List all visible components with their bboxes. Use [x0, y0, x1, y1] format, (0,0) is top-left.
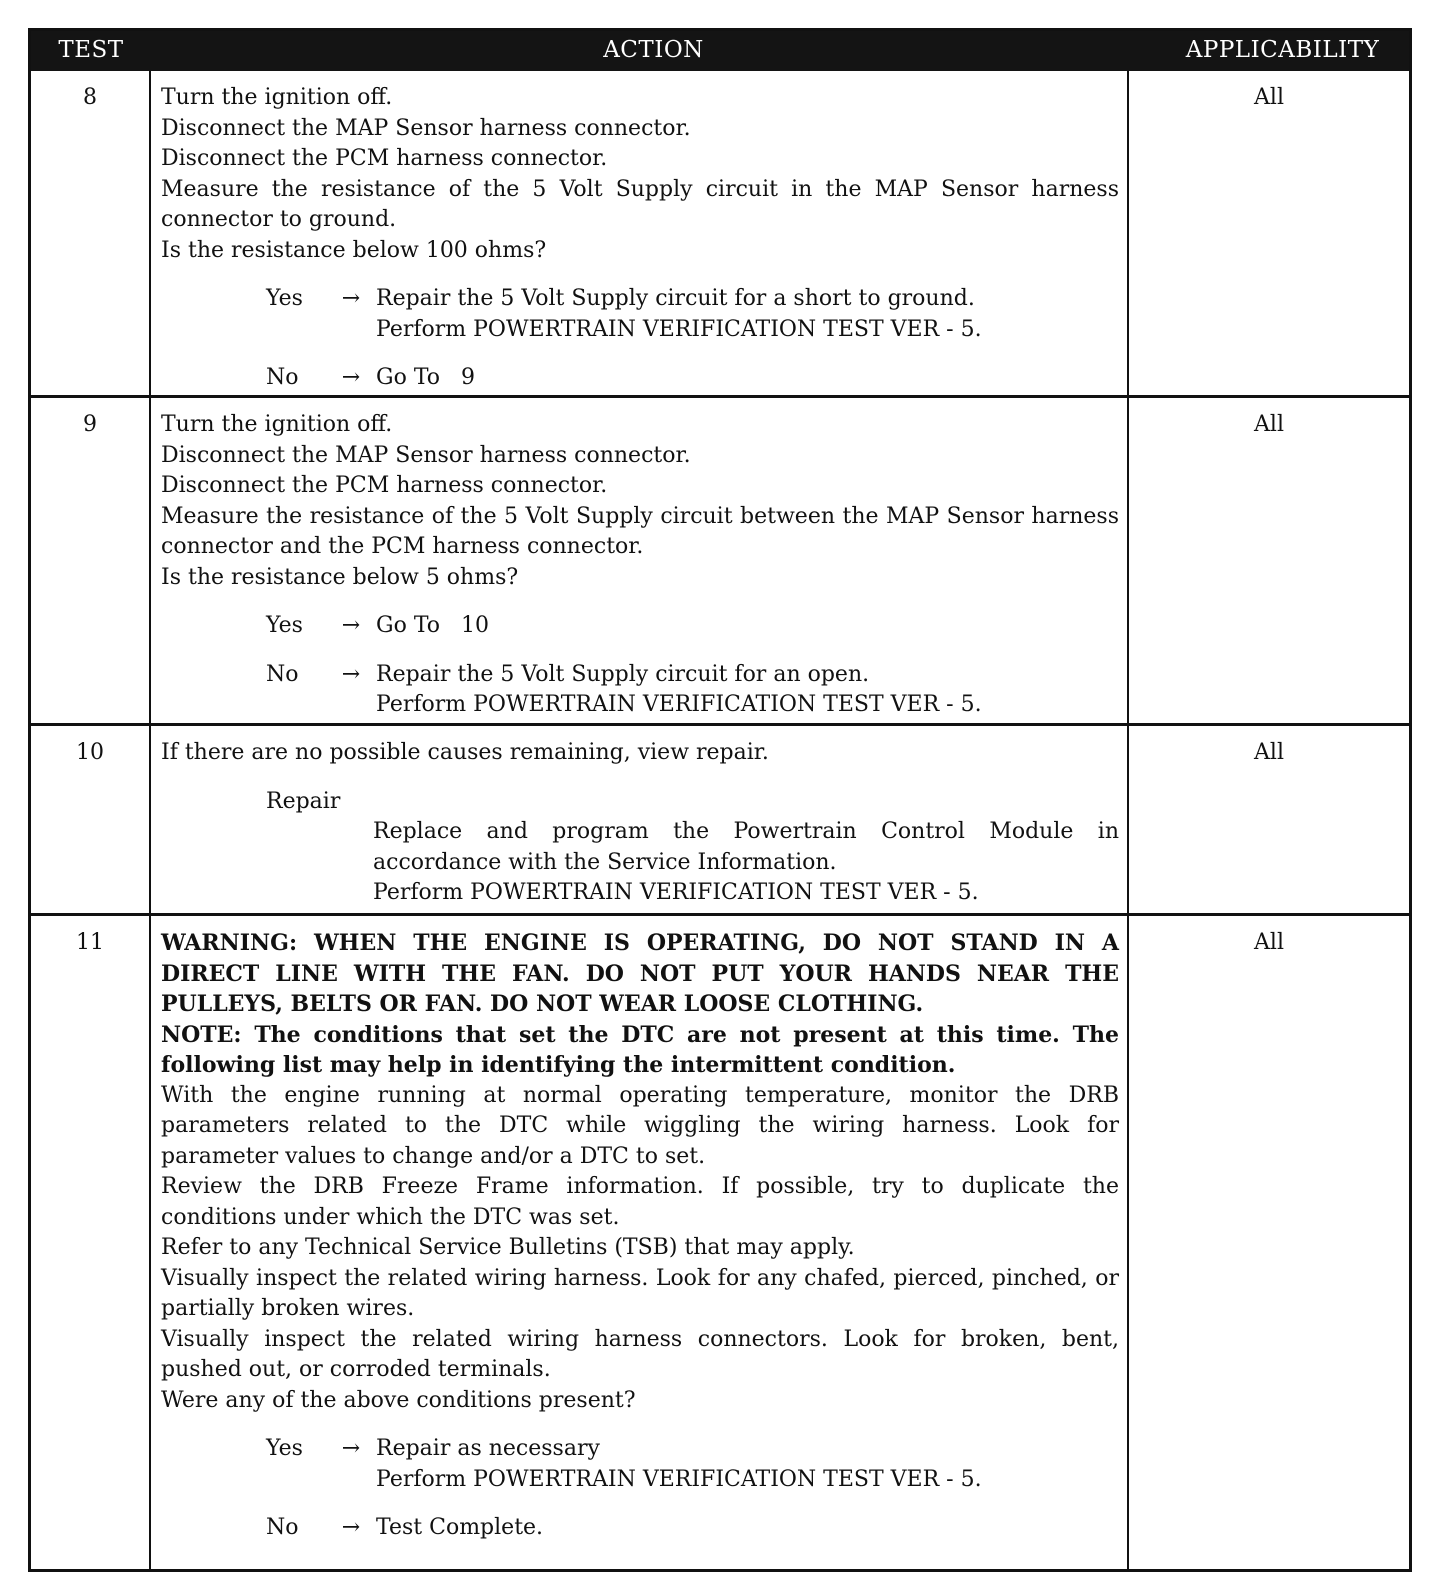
header-applicability: APPLICABILITY	[1185, 37, 1380, 63]
response-text: Perform POWERTRAIN VERIFICATION TEST VER - 5.	[376, 316, 982, 342]
arrow-icon: →	[341, 613, 361, 638]
action-line: Disconnect the MAP Sensor harness connector.	[161, 442, 691, 468]
yes-response	[266, 1434, 1119, 1495]
action-line: Disconnect the MAP Sensor harness connector.	[161, 115, 691, 141]
repair-label: Repair	[266, 788, 341, 814]
response-text: Repair as necessary	[376, 1436, 600, 1461]
table-row	[31, 71, 1409, 398]
arrow-icon: →	[341, 286, 361, 311]
action-line: Refer to any Technical Service Bulletins (TSB) that may apply.	[161, 1235, 855, 1260]
arrow-icon: →	[341, 1515, 361, 1540]
yes-label: Yes	[266, 1436, 303, 1461]
action-line: Measure the resistance of the 5 Volt Supply circuit in the MAP Sensor harness connector to ground.	[161, 176, 1119, 232]
table-row	[31, 726, 1409, 916]
applicability-cell: All	[1254, 930, 1284, 955]
applicability-cell: All	[1254, 740, 1284, 765]
test-number: 10	[31, 726, 151, 913]
action-line: Visually inspect the related wiring harness. Look for any chafed, pierced, pinched, or partially broken wires.	[161, 1265, 1119, 1321]
note-text: NOTE: The conditions that set the DTC are not present at this time. The following list may help in identifying the intermittent condition.	[161, 1021, 1119, 1078]
action-line: Is the resistance below 100 ohms?	[161, 237, 547, 263]
response-text: Repair the 5 Volt Supply circuit for an open.	[376, 661, 870, 687]
no-response	[266, 363, 1119, 394]
action-line: Turn the ignition off.	[161, 85, 393, 110]
action-line: Review the DRB Freeze Frame information. If possible, try to duplicate the conditions under which the DTC was set.	[161, 1174, 1119, 1230]
repair-text: Replace and program the Powertrain Control Module in accordance with the Service Information.	[373, 819, 1119, 875]
arrow-icon: →	[341, 1436, 361, 1461]
arrow-icon: →	[341, 661, 361, 687]
applicability-cell: All	[1254, 85, 1284, 110]
action-cell	[151, 916, 1129, 1569]
header-test: TEST	[58, 37, 124, 63]
yes-label: Yes	[266, 613, 303, 638]
action-line: Turn the ignition off.	[161, 412, 393, 437]
yes-label: Yes	[266, 286, 303, 311]
warning-text: WARNING: WHEN THE ENGINE IS OPERATING, DO NOT STAND IN A DIRECT LINE WITH THE FAN. DO NOT PUT YOUR HANDS NEAR THE PULLEYS, BELTS OR FAN. DO NOT WEAR LOOSE CLOTHING.	[161, 930, 1119, 1017]
test-number: 11	[31, 916, 151, 1569]
table-header	[31, 31, 1409, 71]
arrow-icon: →	[341, 365, 361, 390]
no-response	[266, 1513, 1119, 1544]
response-text: Test Complete.	[376, 1515, 544, 1540]
response-text: Repair the 5 Volt Supply circuit for a short to ground.	[376, 286, 975, 311]
action-line: Disconnect the PCM harness connector.	[161, 146, 608, 171]
no-label: No	[266, 661, 299, 687]
response-text: Go To 10	[376, 613, 489, 638]
table-row	[31, 916, 1409, 1569]
action-cell	[151, 71, 1129, 395]
response-text: Perform POWERTRAIN VERIFICATION TEST VER - 5.	[376, 692, 982, 717]
action-cell	[151, 726, 1129, 913]
yes-response	[266, 284, 1119, 345]
action-cell	[151, 398, 1129, 723]
action-line: Disconnect the PCM harness connector.	[161, 473, 608, 498]
action-line: Visually inspect the related wiring harness connectors. Look for broken, bent, pushed out, or corroded terminals.	[161, 1326, 1119, 1382]
test-number: 9	[31, 398, 151, 723]
response-text: Go To 9	[376, 365, 475, 390]
no-label: No	[266, 365, 299, 390]
header-action: ACTION	[603, 37, 704, 63]
applicability-cell: All	[1254, 412, 1284, 437]
test-number: 8	[31, 71, 151, 395]
action-line: If there are no possible causes remaining, view repair.	[161, 740, 769, 765]
action-line: With the engine running at normal operating temperature, monitor the DRB parameters related to the DTC while wiggling the wiring harness. Look for parameter values to change and/or a DTC to set.	[161, 1082, 1119, 1169]
no-label: No	[266, 1515, 299, 1540]
table-row	[31, 398, 1409, 726]
repair-text: Perform POWERTRAIN VERIFICATION TEST VER - 5.	[373, 880, 979, 905]
yes-response	[266, 611, 1119, 642]
action-line: Were any of the above conditions present?	[161, 1387, 636, 1413]
no-response	[266, 660, 1119, 721]
action-line: Is the resistance below 5 ohms?	[161, 564, 519, 590]
action-line: Measure the resistance of the 5 Volt Supply circuit between the MAP Sensor harness connector and the PCM harness connector.	[161, 503, 1119, 559]
response-text: Perform POWERTRAIN VERIFICATION TEST VER - 5.	[376, 1466, 982, 1492]
diagnostic-test-table	[28, 28, 1412, 1572]
